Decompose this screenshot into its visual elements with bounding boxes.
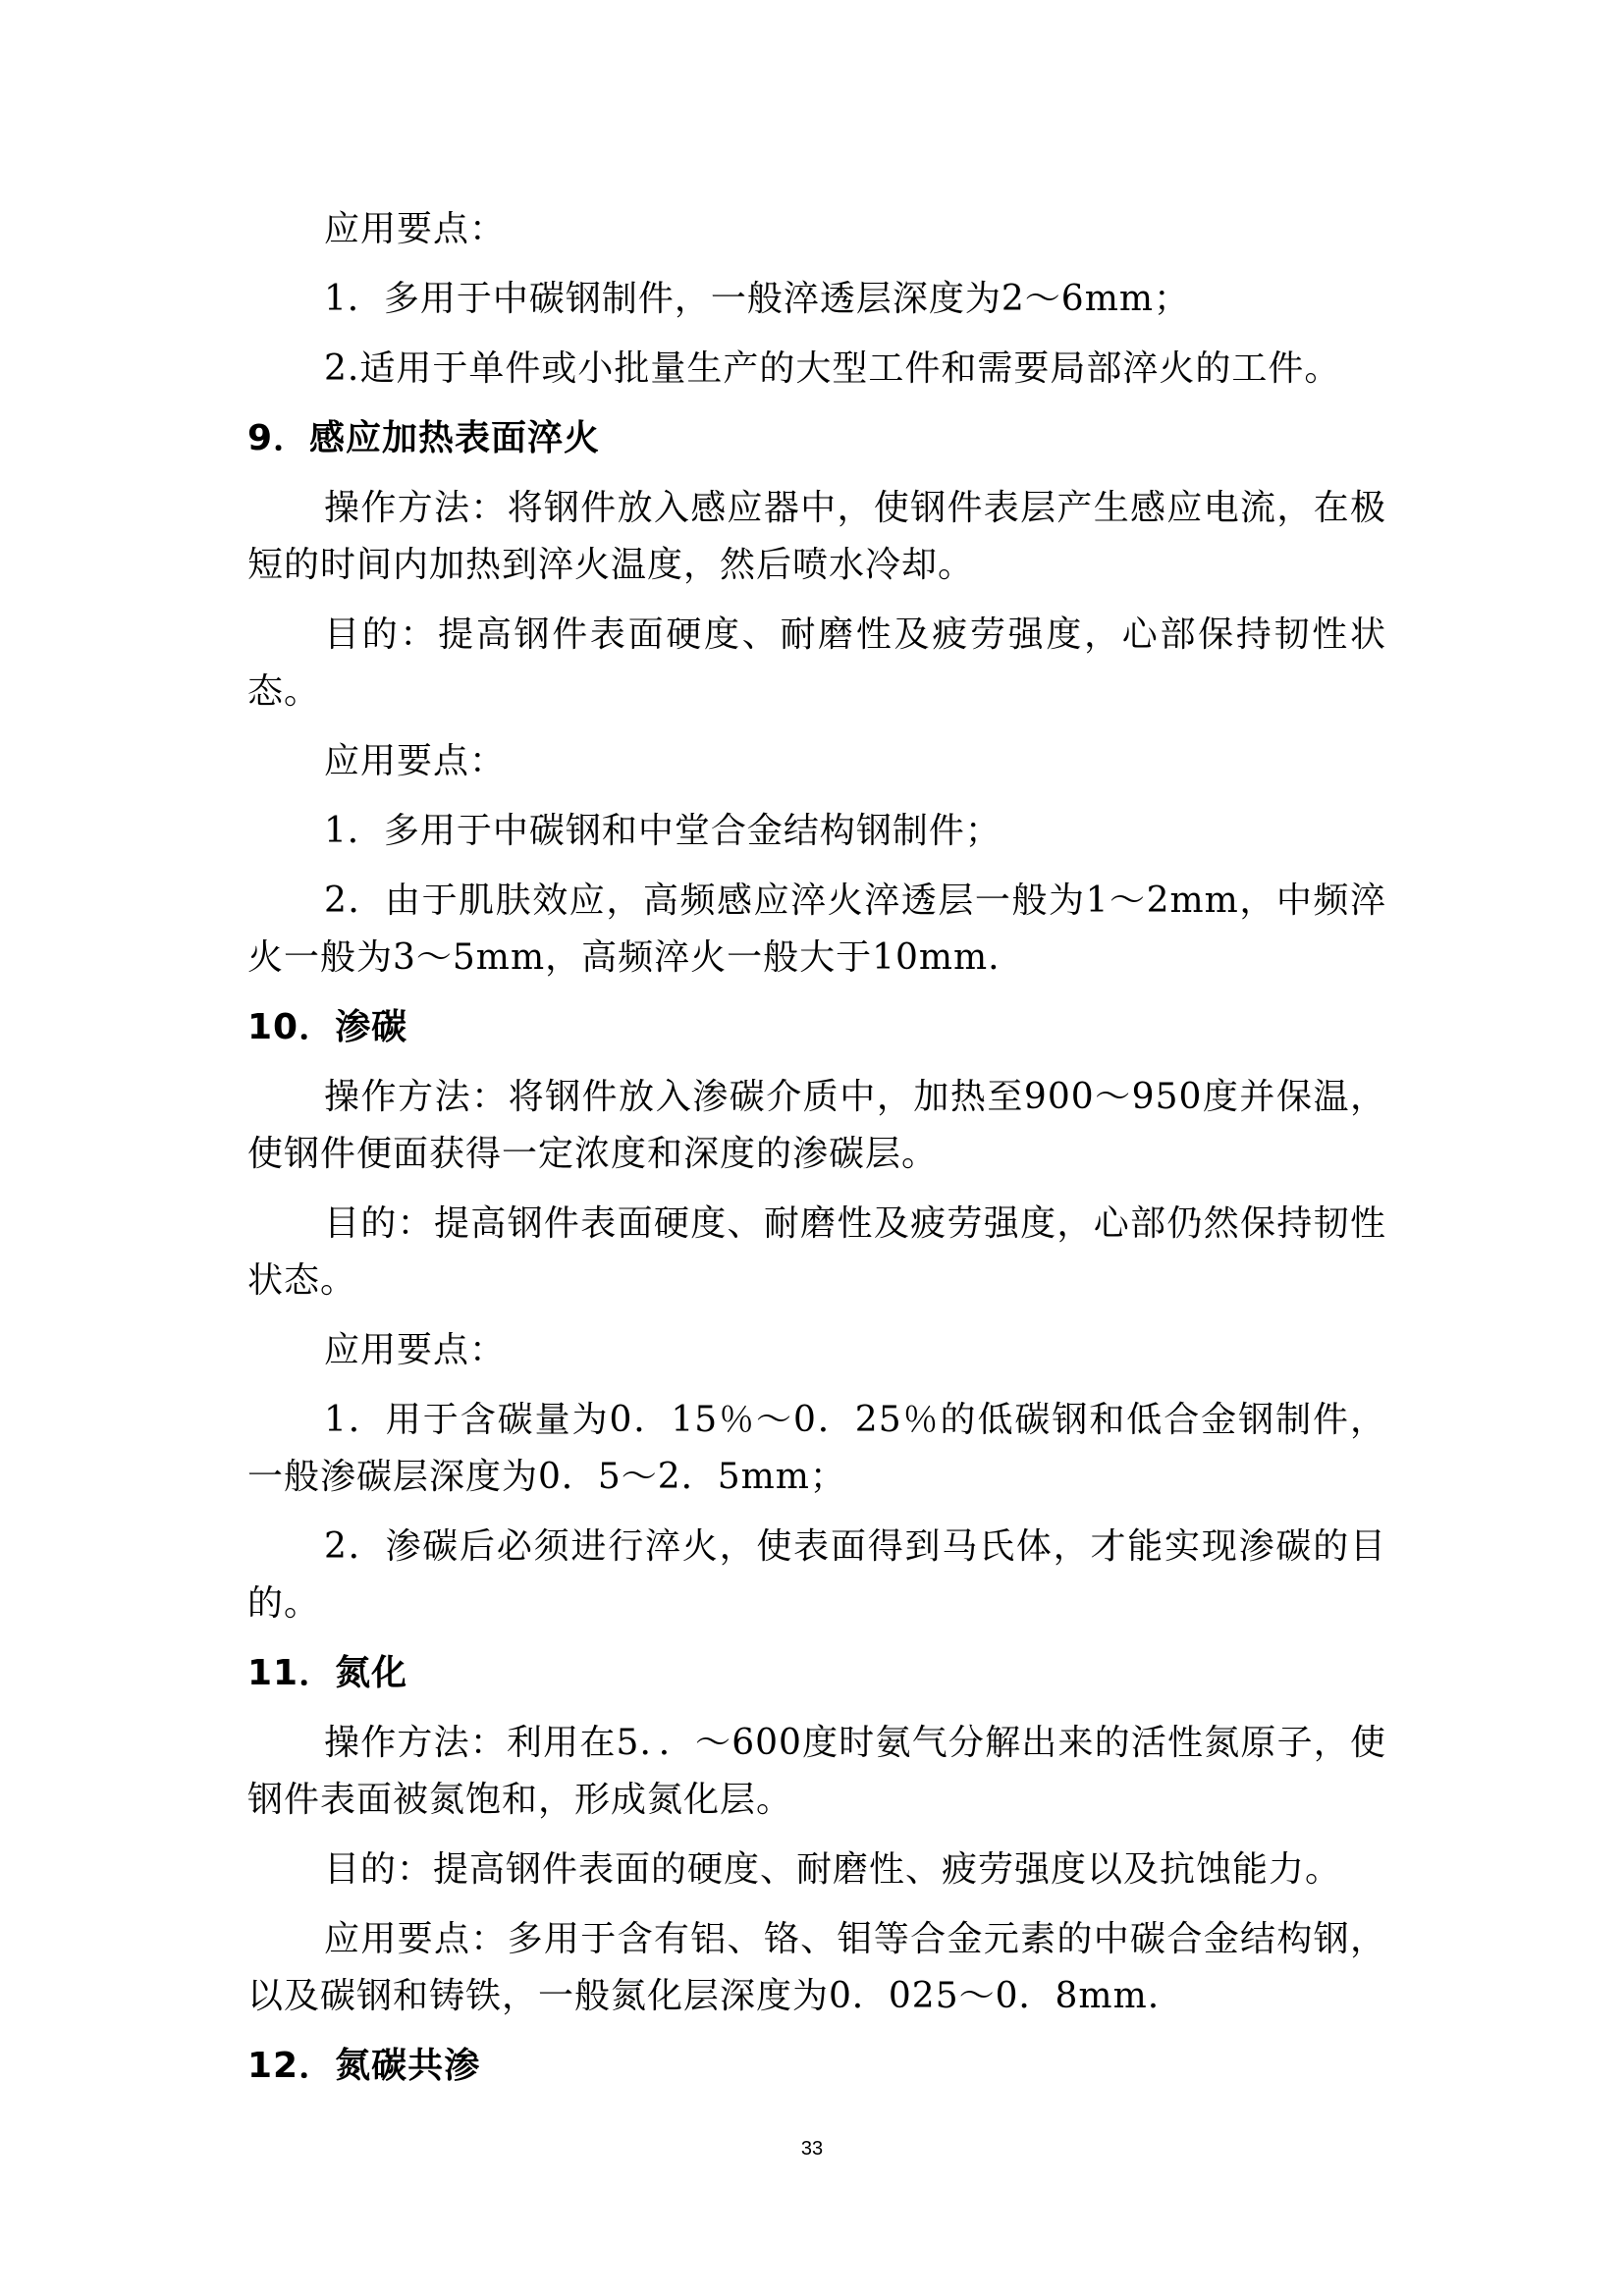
page-number: 33 bbox=[800, 2138, 824, 2160]
paragraph-purpose: 目的：提高钢件表面的硬度、耐磨性、疲劳强度以及抗蚀能力。 bbox=[324, 1849, 1342, 1890]
paragraph-method: 操作方法：利用在5．．～600度时氨气分解出来的活性氮原子，使钢件表面被氮饱和，形成氮化层。 bbox=[247, 1723, 1386, 1820]
paragraph-points-label: 应用要点： bbox=[324, 209, 507, 249]
paragraph-purpose: 目的：提高钢件表面硬度、耐磨性及疲劳强度，心部仍然保持韧性状态。 bbox=[247, 1203, 1386, 1301]
paragraph-point: 2．由于肌肤效应，高频感应淬火淬透层一般为1～2mm，中频淬火一般为3～5mm，高频淬火一般大于10mm. bbox=[247, 881, 1386, 978]
document-page bbox=[247, 201, 1386, 2108]
paragraph-point: 2．渗碳后必须进行淬火，使表面得到马氏体，才能实现渗碳的目的。 bbox=[247, 1526, 1386, 1624]
paragraph-purpose: 目的：提高钢件表面硬度、耐磨性及疲劳强度，心部保持韧性状态。 bbox=[247, 614, 1386, 712]
section-heading: 9．感应加热表面淬火 bbox=[247, 418, 601, 458]
paragraph-point: 1．用于含碳量为0．15％～0．25％的低碳钢和低合金钢制件，一般渗碳层深度为0．5～2．5mm； bbox=[247, 1400, 1386, 1497]
paragraph-method: 操作方法：将钢件放入渗碳介质中，加热至900～950度并保温，使钢件便面获得一定浓度和深度的渗碳层。 bbox=[247, 1077, 1386, 1174]
section-heading: 12．氮碳共渗 bbox=[247, 2046, 481, 2086]
paragraph-points-label: 应用要点： bbox=[324, 1330, 507, 1370]
paragraph-point: 2.适用于单件或小批量生产的大型工件和需要局部淬火的工件。 bbox=[324, 348, 1341, 389]
paragraph-method: 操作方法：将钢件放入感应器中，使钢件表层产生感应电流，在极短的时间内加热到淬火温度，然后喷水冷却。 bbox=[247, 488, 1386, 585]
paragraph-point: 1．多用于中碳钢和中堂合金结构钢制件； bbox=[324, 811, 1001, 851]
paragraph-points: 应用要点：多用于含有铝、铬、钼等合金元素的中碳合金结构钢，以及碳钢和铸铁，一般氮化层深度为0．025～0．8mm. bbox=[247, 1919, 1386, 2016]
section-heading: 10．渗碳 bbox=[247, 1007, 408, 1047]
section-heading: 11．氮化 bbox=[247, 1653, 408, 1693]
paragraph-point: 1．多用于中碳钢制件，一般淬透层深度为2～6mm； bbox=[324, 279, 1190, 319]
paragraph-points-label: 应用要点： bbox=[324, 741, 507, 781]
